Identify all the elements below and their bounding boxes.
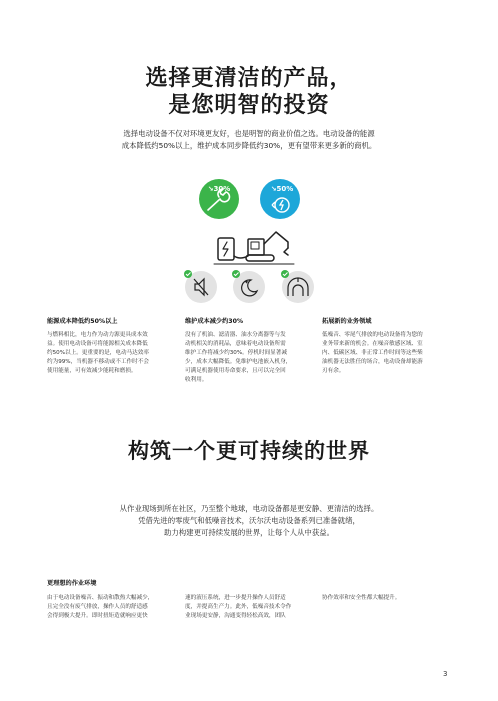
body-line: 可满足机器使用寿命要求，且可以完全回 bbox=[185, 368, 286, 374]
section2-intro bbox=[50, 503, 448, 539]
bottom-column-1 bbox=[47, 594, 182, 621]
body-line: 业务带来新的机会。在噪音敏感区域、室 bbox=[322, 341, 423, 347]
body-line: 动机相关的消耗品，意味着电动设备所需 bbox=[185, 341, 286, 347]
body-line: 速的液压系统，进一步提升操作人员舒适 bbox=[185, 595, 286, 601]
page-number: 3 bbox=[443, 670, 448, 678]
bottom-column-3 bbox=[322, 594, 457, 603]
column-maintenance-cost bbox=[185, 317, 317, 385]
column-title: 拓展新的业务领域 bbox=[322, 318, 372, 325]
body-line: 维护工作将减少约30%。停机时间显著减 bbox=[185, 350, 287, 356]
intro-line: 凭借先进的零废气和低噪音技术，沃尔沃电动设备系列已准备就绪， bbox=[138, 516, 360, 525]
column-energy-cost bbox=[47, 317, 179, 376]
section1-title-line1: 选择更清洁的产品， bbox=[145, 66, 353, 91]
bottom-column-2 bbox=[185, 594, 320, 621]
body-line: 益。使用电动设备可将能源相关成本降低 bbox=[47, 341, 148, 347]
body-line: 约为99%，当机器不移动或不工作时不会 bbox=[47, 359, 149, 365]
body-line: 且完全没有废气排放，操作人员的舒适感 bbox=[47, 604, 148, 610]
body-line: 少，成本大幅降低。免维护电池嵌入机身， bbox=[185, 359, 292, 365]
body-line: 使用能量，可有效减少能耗和磨损。 bbox=[47, 368, 137, 374]
badge-30-label: ↘30% bbox=[207, 185, 231, 193]
night-moon-icon bbox=[232, 270, 265, 303]
section1-title-line2: 是您明智的投资 bbox=[168, 93, 330, 118]
body-line: 低噪音、零尾气排放的电动设备将为您的 bbox=[322, 332, 423, 338]
electric-excavator-icon bbox=[214, 232, 294, 264]
body-line: 内、低碳区域、非正常工作时间等这些柴 bbox=[322, 350, 423, 356]
column-new-business bbox=[322, 317, 454, 376]
column-body bbox=[47, 331, 179, 376]
tunnel-icon bbox=[281, 270, 314, 303]
body-line: 刃有余。 bbox=[322, 368, 345, 374]
badge-50-label: ↘50% bbox=[270, 185, 294, 193]
bottom-title: 更理想的作业环境 bbox=[47, 580, 97, 587]
body-line: 业现场更安静，沟通变得轻松高效，团队 bbox=[185, 613, 286, 619]
column-title: 能源成本降低约50%以上 bbox=[47, 318, 118, 325]
intro-line: 成本降低约50%以上，维护成本同步降低约30%，更有望带来更多新的商机。 bbox=[121, 141, 377, 150]
section2-title: 构筑一个更可持续的世界 bbox=[128, 439, 370, 463]
energy-cost-icon bbox=[260, 179, 300, 219]
body-line: 约50%以上。更重要的是，电动马达效率 bbox=[47, 350, 149, 356]
infographic bbox=[150, 172, 350, 307]
body-line: 度，并提高生产力。此外，低噪音技术令作 bbox=[185, 604, 292, 610]
section1-intro bbox=[60, 128, 438, 152]
wrench-icon bbox=[199, 179, 239, 219]
body-line: 与燃料相比，电力作为动力源更具成本效 bbox=[47, 332, 148, 338]
column-body bbox=[322, 331, 454, 376]
column-body bbox=[185, 331, 317, 385]
body-line: 油机器无法胜任的场合，电动设备却能游 bbox=[322, 359, 423, 365]
column-title: 维护成本减少约30% bbox=[185, 318, 244, 325]
body-line: 没有了机油、滤清器、油水分离器等与发 bbox=[185, 332, 286, 338]
intro-line: 助力构建更可持续发展的世界，让每个人从中获益。 bbox=[164, 528, 334, 537]
intro-line: 选择电动设备不仅对环境更友好，也是明智的商业价值之选。电动设备的能源 bbox=[123, 129, 375, 138]
body-line: 协作效率和安全性都大幅提升。 bbox=[322, 595, 401, 601]
body-line: 由于电动设备噪音、振动和散热大幅减少， bbox=[47, 595, 154, 601]
body-line: 收利用。 bbox=[185, 377, 208, 383]
noise-off-icon bbox=[184, 270, 217, 303]
svg-text:✦: ✦ bbox=[244, 279, 250, 286]
body-line: 会得到极大提升。即时扭矩造就响应更快 bbox=[47, 613, 148, 619]
intro-line: 从作业现场到所在社区，乃至整个地球，电动设备都是更安静、更清洁的选择。 bbox=[119, 504, 379, 513]
